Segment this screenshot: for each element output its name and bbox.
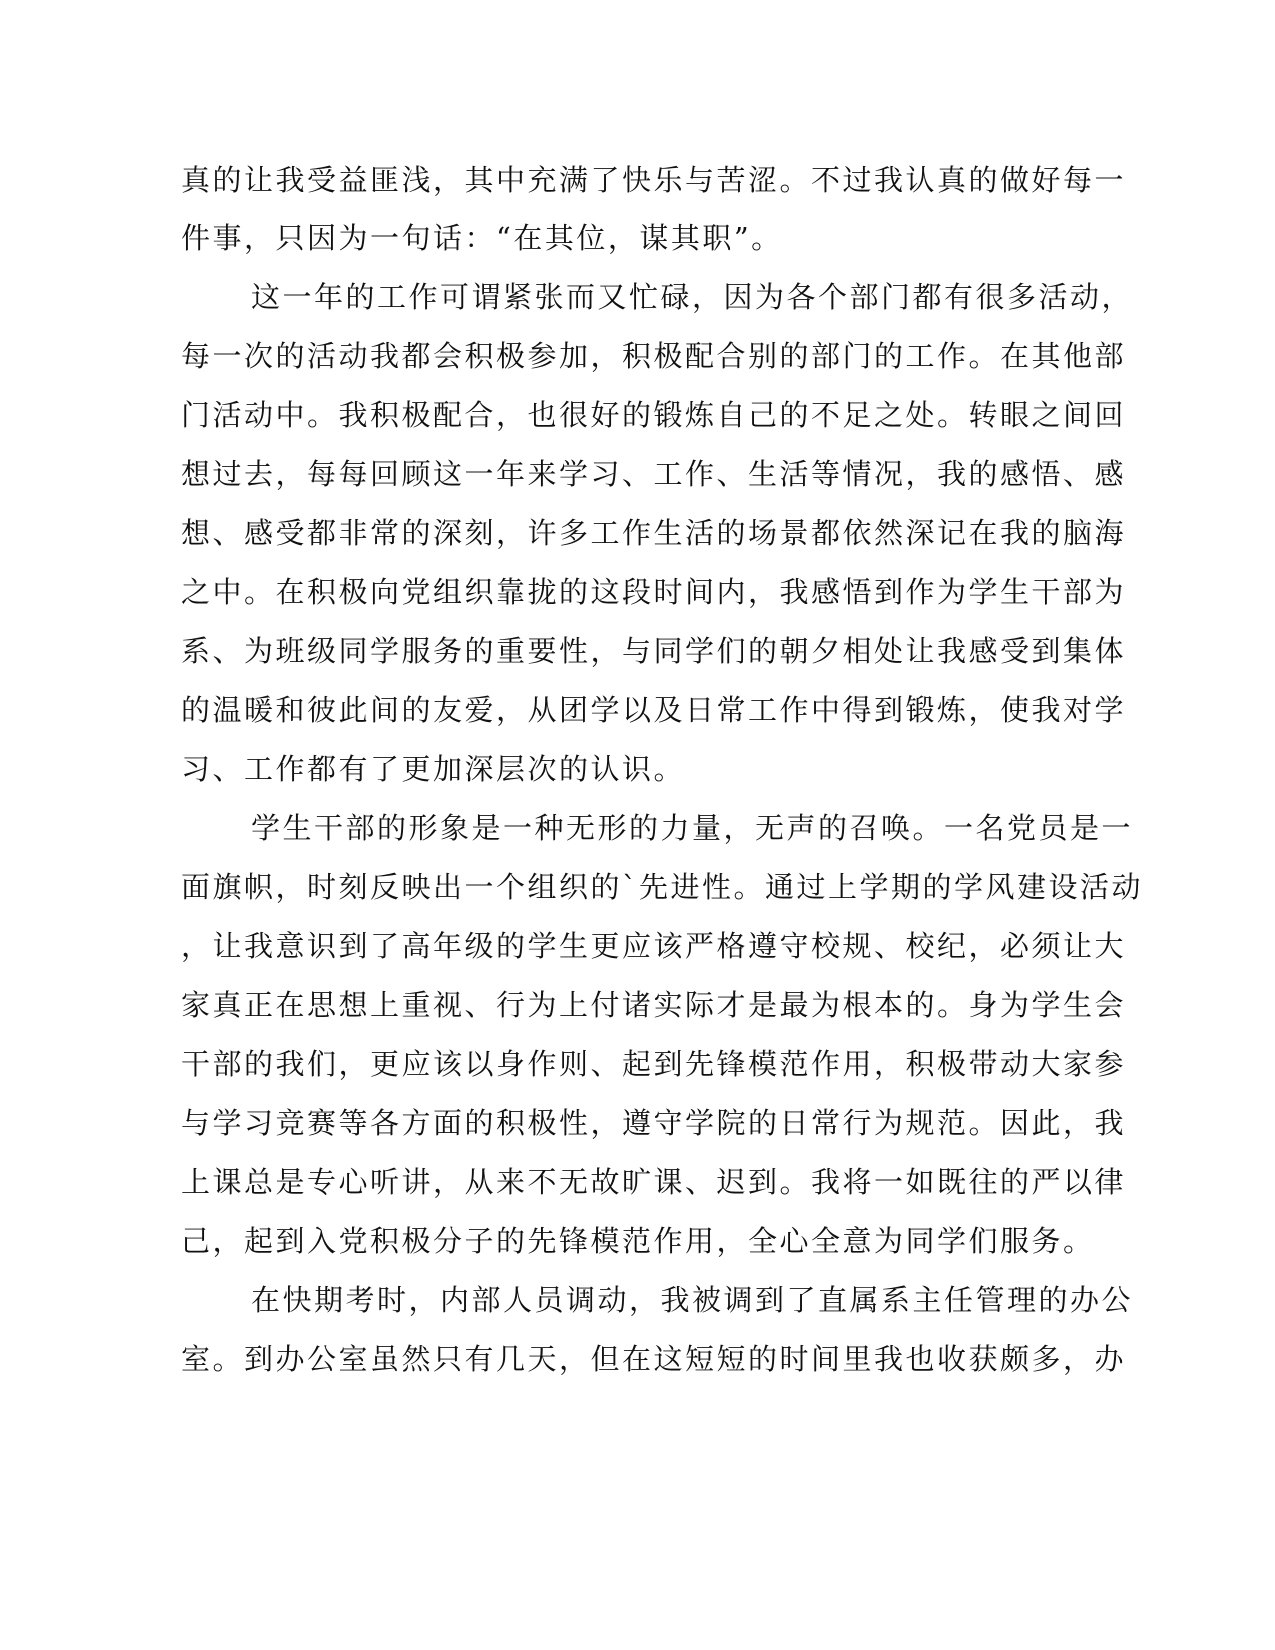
text-line: 的温暖和彼此间的友爱，从团学以及日常工作中得到锻炼，使我对学	[181, 693, 1127, 727]
text-line: 门活动中。我积极配合，也很好的锻炼自己的不足之处。转眼之间回	[181, 398, 1127, 432]
text-line: 家真正在思想上重视、行为上付诸实际才是最为根本的。身为学生会	[181, 988, 1127, 1022]
text-line: 真的让我受益匪浅，其中充满了快乐与苦涩。不过我认真的做好每一	[181, 163, 1127, 197]
text-line: 每一次的活动我都会积极参加，积极配合别的部门的工作。在其他部	[181, 339, 1127, 373]
text-line: 室。到办公室虽然只有几天，但在这短短的时间里我也收获颇多，办	[181, 1342, 1127, 1376]
text-line: 与学习竞赛等各方面的积极性，遵守学院的日常行为规范。因此，我	[181, 1106, 1127, 1140]
text-line: 想过去，每每回顾这一年来学习、工作、生活等情况，我的感悟、感	[181, 457, 1127, 491]
text-line: 上课总是专心听讲，从来不无故旷课、迟到。我将一如既往的严以律	[181, 1165, 1127, 1199]
text-line: 面旗帜，时刻反映出一个组织的`先进性。通过上学期的学风建设活动	[181, 870, 1144, 904]
text-line: 想、感受都非常的深刻，许多工作生活的场景都依然深记在我的脑海	[181, 516, 1127, 550]
text-line: 件事，只因为一句话：“在其位，谋其职”。	[181, 221, 783, 255]
text-line: 之中。在积极向党组织靠拢的这段时间内，我感悟到作为学生干部为	[181, 575, 1127, 609]
paragraph-start-line: 这一年的工作可谓紧张而又忙碌，因为各个部门都有很多活动，	[251, 280, 1134, 314]
text-line: 系、为班级同学服务的重要性，与同学们的朝夕相处让我感受到集体	[181, 634, 1127, 668]
text-line: 习、工作都有了更加深层次的认识。	[181, 752, 686, 786]
paragraph-start-line: 学生干部的形象是一种无形的力量，无声的召唤。一名党员是一	[251, 811, 1134, 845]
paragraph-start-line: 在快期考时，内部人员调动，我被调到了直属系主任管理的办公	[251, 1283, 1134, 1317]
text-line: 己，起到入党积极分子的先锋模范作用，全心全意为同学们服务。	[181, 1224, 1095, 1258]
text-line: ，让我意识到了高年级的学生更应该严格遵守校规、校纪，必须让大	[181, 929, 1127, 963]
text-line: 干部的我们，更应该以身作则、起到先锋模范作用，积极带动大家参	[181, 1047, 1127, 1081]
